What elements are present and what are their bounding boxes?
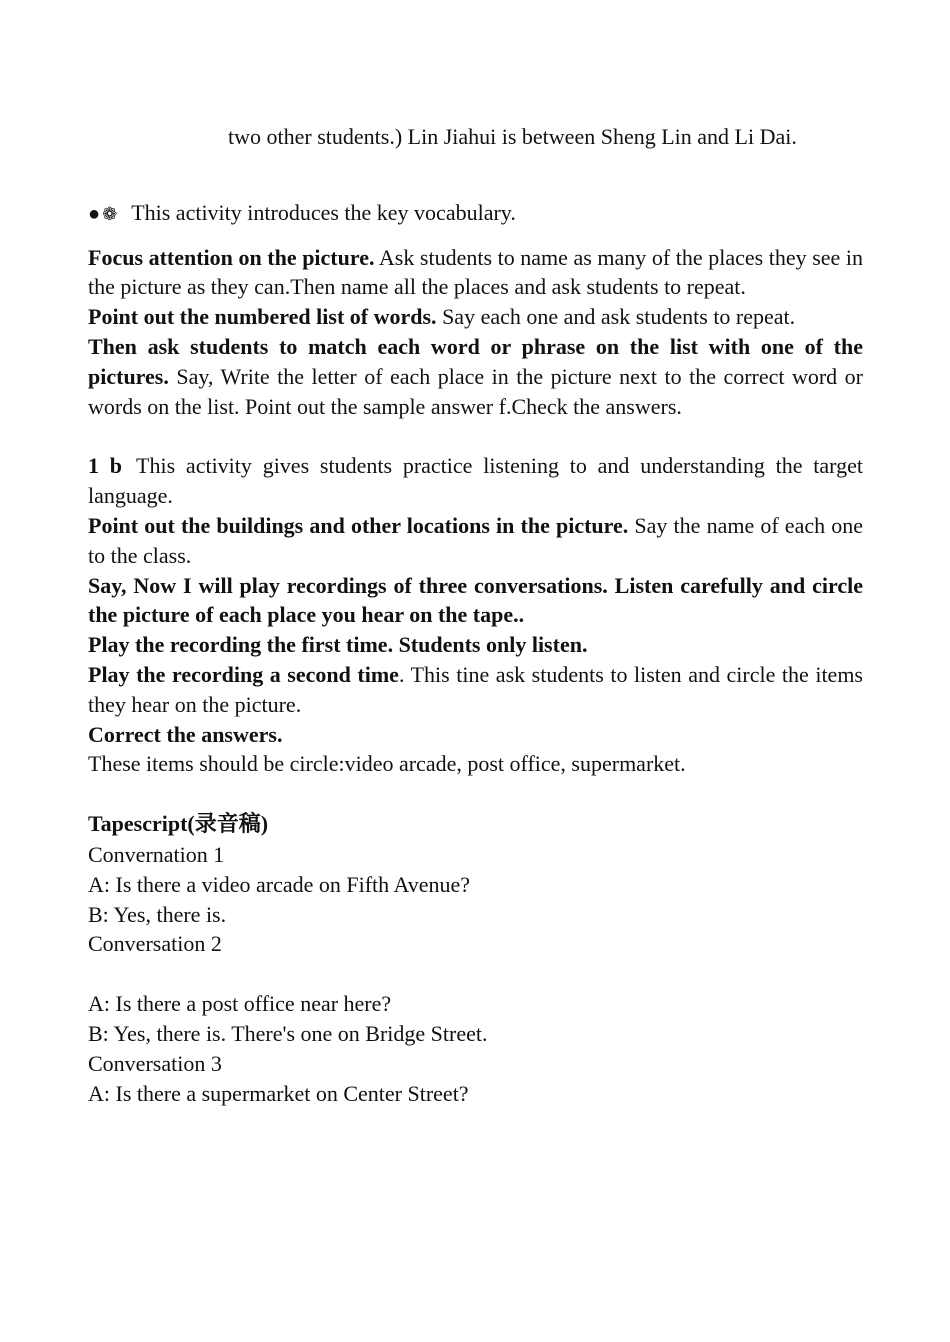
activity-1a-intro: This activity introduces the key vocabulary. <box>131 199 516 225</box>
document-page <box>88 122 863 1108</box>
conversation-1-label: Convernation 1 <box>88 841 225 867</box>
step-3-bold: Then ask students to match each word or phrase on the list with one of the pictures. <box>88 333 863 389</box>
tapescript-title <box>88 809 863 840</box>
bullet-dot-icon: ● <box>88 202 101 225</box>
step-1-bold: Focus attention on the picture. <box>88 244 375 270</box>
activity-1a-step-3 <box>88 332 863 421</box>
conversation-1-line-b: B: Yes, there is. <box>88 901 227 927</box>
activity-1b-step-5: Correct the answers. <box>88 721 283 747</box>
conversation-3-line-a: A: Is there a supermarket on Center Street? <box>88 1080 469 1106</box>
activity-1a-step-1 <box>88 243 863 303</box>
step-1b-1-bold: Point out the buildings and other locations in the picture. <box>88 512 629 538</box>
step-2-text: Say each one and ask students to repeat. <box>436 304 796 330</box>
activity-1b-answers: These items should be circle:video arcade, post office, supermarket. <box>88 751 686 777</box>
continuation-paragraph: two other students.) Lin Jiahui is between Sheng Lin and Li Dai. <box>228 124 797 149</box>
step-1b-4-bold: Play the recording a second time <box>88 661 399 687</box>
tapescript-title-close: ) <box>260 811 269 837</box>
tapescript-title-cn: 录音稿 <box>194 812 261 838</box>
step-2-bold: Point out the numbered list of words. <box>88 304 437 330</box>
activity-1b-heading <box>88 451 863 511</box>
conversation-1-line-a: A: Is there a video arcade on Fifth Avenue? <box>88 871 471 897</box>
activity-1b-step-2: Say, Now I will play recordings of three conversations. Listen carefully and circle the picture of each place you hear on the tape.. <box>88 572 863 628</box>
activity-1b-step-4 <box>88 660 863 720</box>
flower-bullet-icon: ❁ <box>102 203 118 224</box>
activity-1b-intro: This activity gives students practice listening to and understanding the target language. <box>88 453 863 509</box>
conversation-2-label: Conversation 2 <box>88 931 222 957</box>
tapescript-title-en: Tapescript( <box>88 811 195 837</box>
activity-1a-heading <box>88 198 863 230</box>
conversation-2-line-b: B: Yes, there is. There's one on Bridge Street. <box>88 1020 488 1046</box>
step-1b-4-text: . This tine ask students to listen and circle the items they hear on the picture. <box>88 661 863 717</box>
step-1-text: Ask students to name as many of the places they see in the picture as they can.Then name all the places and ask students to repeat. <box>88 244 863 300</box>
step-3-text: Say, Write the letter of each place in the picture next to the correct word or words on the list. Point out the sample answer f.Check the answers. <box>88 363 863 419</box>
step-1b-1-text: Say the name of each one to the class. <box>88 512 863 568</box>
conversation-3-label: Conversation 3 <box>88 1050 222 1076</box>
activity-1a-step-2 <box>88 302 863 332</box>
activity-1b-step-3: Play the recording the first time. Students only listen. <box>88 632 588 658</box>
conversation-2-line-a: A: Is there a post office near here? <box>88 991 392 1017</box>
activity-1b-step-1 <box>88 511 863 571</box>
activity-1b-number: 1 b <box>88 453 123 479</box>
